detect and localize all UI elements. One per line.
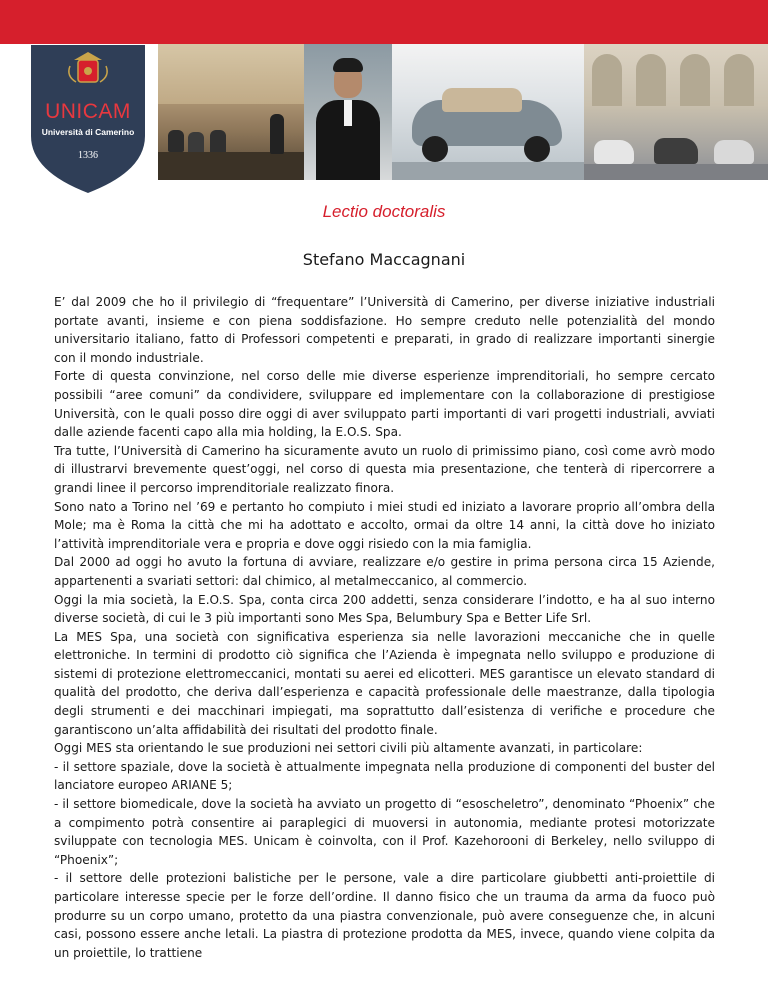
unicam-logo xyxy=(28,44,148,194)
courtyard-photo xyxy=(584,44,768,180)
car-photo xyxy=(392,44,584,180)
paragraph: Dal 2000 ad oggi ho avuto la fortuna di avviare, realizzare e/o gestire in prima persona circa 15 Aziende, appartenenti a svariati settori: dal chimico, al metalmeccanico, al commercio. xyxy=(54,555,715,588)
logo-subtitle: Università di Camerino xyxy=(41,127,135,137)
header-red-band xyxy=(0,0,768,44)
section-title: Lectio doctoralis xyxy=(322,202,446,221)
article-body xyxy=(54,293,715,962)
logo-year: 1336 xyxy=(78,150,98,161)
paragraph: Tra tutte, l’Università di Camerino ha sicuramente avuto un ruolo di primissimo piano, così come avrò modo di illustrarvi brevemente quest’oggi, nel corso di questa mia presentazione, che tenterà di ripercorrere a grandi linee il percorso imprenditoriale realizzato finora. xyxy=(54,443,715,495)
paragraph: Oggi MES sta orientando le sue produzioni nei settori civili più altamente avanzati, in particolare: xyxy=(54,741,643,756)
logo-name: UNICAM xyxy=(45,100,131,123)
paragraph: E’ dal 2009 che ho il privilegio di “frequentare” l’Università di Camerino, per diverse iniziative industriali portate avanti, insieme e con piena soddisfazione. Ho sempre creduto nelle potenzialità del mondo universitario italiano, fatto di Professori competenti e preparati, in grado di realizzare importanti sinergie con il mondo industriale. xyxy=(54,295,715,365)
paragraph: La MES Spa, una società con significativa esperienza sia nelle lavorazioni meccaniche che in quelle elettroniche. In termini di prodotto ciò significa che l’Azienda è impegnata nello sviluppo e produzione di sistemi di protezione elettromeccanici, montati su aerei ed elicotteri. MES garantisce un elevato standard di qualità del prodotto, che deriva dall’esperienza e capacità professionale delle maestranze, dalla tipologia degli strumenti e dei macchinari impiegati, ma soprattutto dall’esistenza di verifiche e procedure che garantiscono un’alta affidabilità dei risultati del prodotto finale. xyxy=(54,629,715,737)
list-item: - il settore biomedicale, dove la società ha avviato un progetto di “esoscheletro”, denominato “Phoenix” che a compimento potrà consentire ai paraplegici di muoversi in autonomia, mediante protesi motorizzate sviluppate con tecnologia MES. Unicam è coinvolta, con il Prof. Kazehorooni di Berkeley, nello sviluppo di “Phoenix”; xyxy=(54,797,715,867)
paragraph: Oggi la mia società, la E.O.S. Spa, conta circa 200 addetti, senza considerare l’indotto, e ha al suo interno diverse società, di cui le 3 più importanti sono Mes Spa, Belumbury Spa e Better Life Srl. xyxy=(54,592,715,626)
author-name: Stefano Maccagnani xyxy=(302,250,466,269)
list-item: - il settore delle protezioni balistiche per le persone, vale a dire particolare giubbetti anti-proiettile di particolare interesse specie per le forze dell’ordine. Il danno fisico che un trauma da arma da fuoco può produrre su un corpo umano, protetto da una piastra convenzionale, può avere conseguenze che, in alcuni casi, possono essere anche letali. La piastra di protezione prodotta da MES, invece, quando viene colpita da un proiettile, lo trattiene xyxy=(54,871,715,960)
list-item: - il settore spaziale, dove la società è attualmente impegnata nella produzione di componenti del buster del lanciatore europeo ARIANE 5; xyxy=(54,759,715,793)
portrait-photo xyxy=(304,44,392,180)
paragraph: Forte di questa convinzione, nel corso delle mie diverse esperienze imprenditoriali, ho sempre cercato possibili “aree comuni” da condividere, sviluppare ed implementare con la collaborazione di prestigiose Università, con le quali posso dire oggi di aver sviluppato parti importanti di vari progetti industriali, avviati dalle aziende facenti capo alla mia holding, la E.O.S. Spa. xyxy=(54,369,715,440)
paragraph: Sono nato a Torino nel ’69 e pertanto ho compiuto i miei studi ed iniziato a lavorare proprio all’ombra della Mole; ma è Roma la città che mi ha adottato e accolto, ormai da oltre 14 anni, la città dove ho iniziato l’attività imprenditoriale vera e propria e dove oggi risiedo con la mia famiglia. xyxy=(54,499,715,551)
conference-photo xyxy=(158,44,304,180)
